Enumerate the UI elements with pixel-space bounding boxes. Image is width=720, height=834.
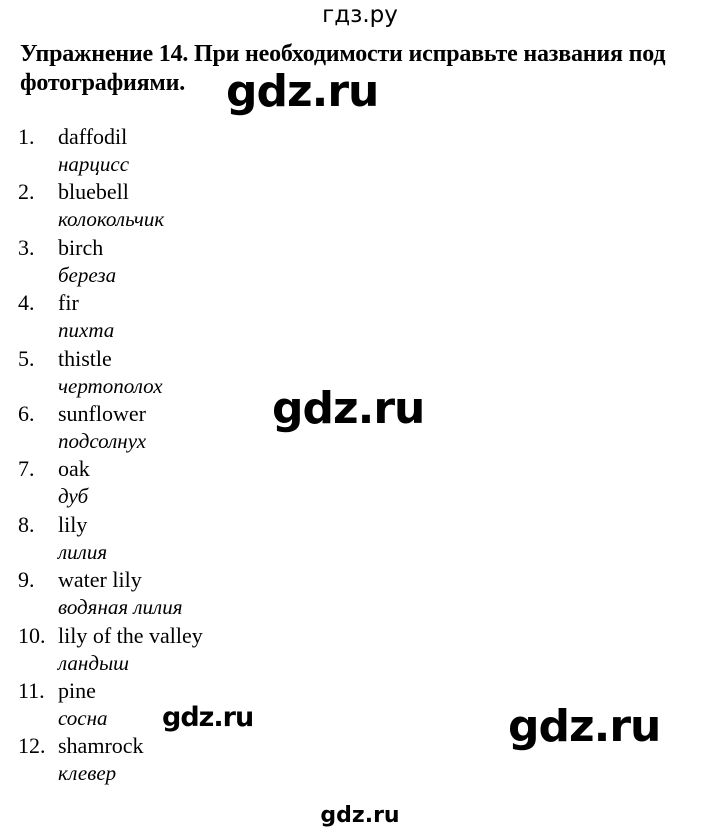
watermark: gdz.ru bbox=[226, 66, 379, 117]
item-number: 8. bbox=[18, 511, 35, 537]
russian-translation: клевер bbox=[58, 761, 117, 786]
item-number: 2. bbox=[18, 179, 35, 205]
english-word: bluebell bbox=[58, 179, 129, 205]
item-number: 10. bbox=[18, 622, 46, 648]
russian-translation: подсолнух bbox=[58, 428, 147, 453]
russian-translation: чертополох bbox=[58, 373, 163, 398]
exercise-title: Упражнение 14. При необходимости исправьте названия под фотографиями. bbox=[20, 41, 666, 96]
item-number: 4. bbox=[18, 290, 35, 316]
russian-translation: береза bbox=[58, 262, 117, 287]
english-word: lily bbox=[58, 511, 88, 537]
item-number: 11. bbox=[18, 677, 45, 703]
english-word: thistle bbox=[58, 345, 112, 371]
russian-translation: пихта bbox=[58, 318, 115, 343]
russian-translation: колокольчик bbox=[58, 207, 165, 232]
english-word: sunflower bbox=[58, 400, 146, 426]
english-word: oak bbox=[58, 456, 90, 482]
russian-translation: нарцисс bbox=[58, 152, 130, 176]
russian-translation: водяная лилия bbox=[58, 595, 183, 620]
russian-translation: ландыш bbox=[58, 650, 130, 675]
russian-translation: дуб bbox=[58, 484, 89, 509]
item-number: 7. bbox=[18, 456, 35, 482]
site-header: гдз.ру bbox=[322, 2, 398, 28]
english-word: fir bbox=[58, 290, 79, 316]
item-number: 3. bbox=[18, 234, 35, 260]
english-word: daffodil bbox=[58, 124, 128, 149]
site-footer: gdz.ru bbox=[320, 803, 400, 828]
english-word: water lily bbox=[58, 567, 142, 593]
item-number: 5. bbox=[18, 345, 35, 371]
watermark: gdz.ru bbox=[508, 701, 661, 752]
item-number: 12. bbox=[18, 733, 46, 759]
english-word: birch bbox=[58, 234, 104, 260]
english-word: lily of the valley bbox=[58, 622, 203, 648]
russian-translation: сосна bbox=[58, 705, 108, 730]
watermark: gdz.ru bbox=[272, 383, 425, 434]
english-word: shamrock bbox=[58, 733, 144, 759]
watermark: gdz.ru bbox=[162, 702, 254, 733]
item-number: 1. bbox=[18, 124, 35, 149]
item-number: 6. bbox=[18, 400, 35, 426]
english-word: pine bbox=[58, 677, 96, 703]
russian-translation: лилия bbox=[58, 539, 108, 564]
item-number: 9. bbox=[18, 567, 35, 593]
